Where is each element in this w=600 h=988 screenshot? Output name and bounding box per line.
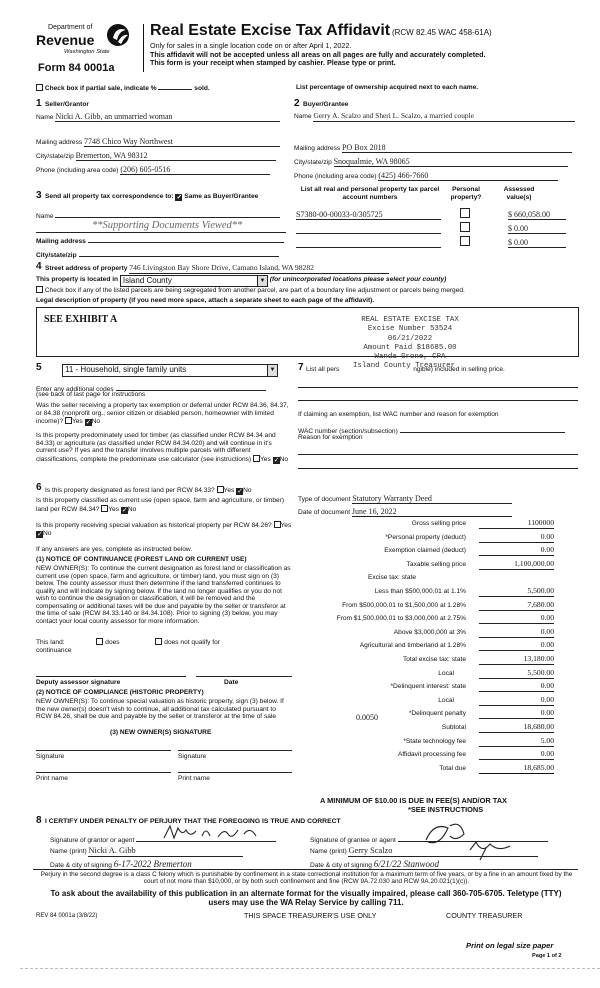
section-4-number: 4 [36, 261, 42, 272]
fee-label: From $1,500,000.01 to $3,000,000 at 2.75% [336, 615, 466, 623]
historic-no-checkbox[interactable]: ✓ [37, 530, 43, 538]
dept-line2: Revenue [36, 32, 95, 48]
fee-label: Local [438, 669, 454, 677]
minimum-note: A MINIMUM OF $10.00 IS DUE IN FEE(S) AND/OR TAX [320, 796, 507, 805]
form-number: Form 84 0001a [38, 62, 115, 74]
fee-label: Gross selling price [411, 520, 466, 527]
grantor-signature-label: Signature of grantor or agent [50, 837, 135, 844]
fee-label: *Delinquent penalty [408, 710, 466, 718]
exemption-yes-checkbox[interactable] [65, 417, 72, 424]
subtitle-2: This affidavit will not be accepted unless all areas on all pages are fully and accurately completed. [150, 49, 486, 59]
forest-note: If any answers are yes, complete as instructed below. [36, 546, 193, 553]
signature-label-1: Signature [36, 753, 65, 760]
personal-label-b: ngible) included in selling price. [413, 366, 505, 373]
personal-property-line[interactable] [298, 387, 578, 388]
correspondence-line [36, 232, 286, 233]
fee-value-field[interactable]: 13,180.00 [479, 655, 554, 665]
stamp-line-4: Amount Paid $18685.00 [363, 343, 457, 352]
document-date-row [298, 507, 578, 517]
stamp-line-1: REAL ESTATE EXCISE TAX [361, 316, 459, 324]
fee-value-field[interactable]: 5,500.00 [479, 587, 554, 597]
no-label: No [43, 529, 52, 537]
seller-address-field[interactable]: 7748 Chico Way Northwest [84, 137, 280, 147]
title-block [150, 22, 580, 67]
fee-label: Less than $500,000.01 at 1.1% [374, 588, 466, 595]
forest-q3-text: Is this property receiving special valuation as historical property per RCW 84.26? [36, 522, 272, 529]
exemption-question [36, 402, 294, 426]
partial-sale-row [36, 84, 210, 93]
document-date-label: Date of document [298, 509, 351, 516]
fee-value-field[interactable]: 1,100,000.00 [479, 560, 554, 570]
segregate-label: Check box if any of the listed parcels are being segregated from another parcel, are part of a boundary line adjustment or parcels being merged. [44, 287, 465, 294]
owner-print-line-1[interactable] [36, 772, 171, 773]
exemption-no-checkbox[interactable]: ✓ [85, 419, 92, 427]
personal-col-header: Personal property? [450, 186, 482, 201]
yes-label: Yes [280, 522, 292, 529]
section-7-number: 7 [298, 362, 304, 373]
legal-size-note: Print on legal size paper [466, 942, 554, 950]
buyer-phone-label: Phone (including area code) [294, 173, 377, 180]
yes-label: Yes [259, 455, 271, 463]
no-label: No [127, 505, 137, 513]
deputy-date-label: Date [224, 679, 239, 686]
chevron-down-icon: ▼ [257, 276, 267, 286]
fee-label: *Delinquent interest: state [390, 683, 466, 691]
section-6-number: 6 [36, 482, 42, 493]
correspondence-city-field[interactable] [79, 248, 279, 257]
fee-label: Above $3,000,000 at 3% [393, 628, 466, 636]
document-date-field[interactable]: June 16, 2022 [352, 507, 512, 517]
seller-city-field[interactable]: Bremerton, WA 98312 [76, 151, 276, 161]
wac-field[interactable] [400, 424, 565, 433]
correspondence-name-label: Name [36, 213, 54, 220]
see-instructions: *SEE INSTRUCTIONS [408, 805, 484, 814]
supporting-docs-note: **Supporting Documents Viewed** [92, 220, 243, 231]
no-label: No [243, 487, 252, 494]
correspondence-city-row [36, 248, 286, 260]
grantee-date-field[interactable]: 6/21/22 Stanwood [374, 859, 564, 870]
historic-yes-checkbox[interactable] [274, 521, 281, 528]
fee-value-field[interactable]: 0.00 [479, 628, 554, 638]
fee-value-field[interactable]: 5.00 [479, 737, 554, 747]
same-as-buyer-checkbox[interactable]: ✓ [176, 194, 183, 201]
fee-label: Agricultural and timberland at 1.28% [359, 642, 466, 650]
treasurer-stamp-overlay: Island County Treasurer [353, 362, 456, 370]
new-owner-signature-heading: (3) NEW OWNER(S) SIGNATURE [110, 729, 212, 736]
document-type-row [298, 494, 578, 504]
dept-line1: Department of [48, 24, 93, 31]
seller-phone-row [36, 165, 286, 175]
parcel-number-field[interactable]: S7380-00-00033-0/305725 [296, 210, 441, 220]
grantee-signature-label: Signature of grantee or agent [310, 837, 396, 844]
no-label: No [91, 418, 101, 426]
fee-value-field[interactable]: 0.00 [479, 533, 554, 543]
partial-sale-label: Check box if partial sale, indicate % [44, 85, 157, 92]
seller-heading: Seller/Grantor [45, 101, 89, 108]
fee-value-field[interactable]: 0.00 [479, 709, 554, 719]
does-checkbox[interactable] [96, 638, 103, 645]
fee-label: Excise tax: state [367, 574, 416, 582]
fee-value-field[interactable]: 0.00 [479, 614, 554, 624]
correspondence-address-row [36, 234, 286, 246]
forest-question-3 [36, 521, 294, 538]
fee-label: *Personal property (deduct) [385, 533, 466, 541]
fee-label: Exemption claimed (deduct) [384, 547, 466, 555]
correspondence-name-field[interactable] [55, 209, 280, 218]
does-label: does [105, 639, 120, 646]
yes-label: Yes [108, 505, 120, 513]
legal-description-box[interactable] [36, 307, 579, 357]
grantor-signature-image [160, 822, 270, 844]
grantor-name-label: Name (print) [50, 848, 87, 855]
grantor-name-row [50, 846, 290, 857]
buyer-phone-row [294, 171, 579, 181]
fee-value-field[interactable]: 1100000 [479, 519, 554, 529]
assessed-value-field[interactable]: $ 660,058.00 [508, 210, 566, 220]
assessed-col-header: Assessed value(s) [503, 186, 535, 201]
dept-line3: Washington State [64, 49, 110, 55]
owner-print-line-2[interactable] [178, 772, 292, 773]
parcel-col-header: List all real and personal property tax parcel account numbers [300, 186, 440, 201]
exemption-claim-label: If claiming an exemption, list WAC number and reason for exemption [298, 411, 499, 418]
parcel-number-field[interactable] [296, 238, 441, 248]
fee-value-field[interactable]: 18,685.00 [479, 764, 554, 774]
notice-2-title: (2) NOTICE OF COMPLIANCE (HISTORIC PROPERTY) [36, 689, 204, 696]
forest-q1-text: Is this property designated as forest land per RCW 84.33? [45, 487, 215, 494]
buyer-city-label: City/state/zip [294, 159, 332, 166]
deputy-signature-line[interactable] [36, 676, 186, 677]
land-use-select[interactable] [62, 364, 278, 377]
buyer-name-label: Name [294, 113, 312, 120]
grantor-date-label: Date & city of signing [50, 862, 112, 869]
print-name-label-2: Print name [178, 775, 210, 782]
forest-question-1 [45, 486, 295, 495]
subtitle-1: Only for sales in a single location code on or after April 1, 2022. [150, 41, 352, 51]
reason-label: Reason for exemption [298, 434, 363, 441]
section-3-number: 3 [36, 190, 42, 201]
rev-number: REV 84 0001a (3/8/22) [36, 913, 98, 919]
street-label: Street address of property [45, 265, 128, 272]
fee-value-field[interactable]: 0.00 [479, 641, 554, 651]
document-type-label: Type of document [298, 496, 351, 503]
current-use-no-checkbox[interactable]: ✓ [121, 506, 128, 514]
treasurer-use-label: THIS SPACE TREASURER'S USE ONLY [244, 911, 377, 920]
grantee-date-label: Date & city of signing [310, 862, 372, 869]
header-divider [143, 24, 144, 72]
grantor-name-field[interactable]: Nicki A. Gibb [88, 846, 243, 857]
seller-name-label: Name [36, 114, 54, 121]
additional-codes-label: Enter any additional codes [36, 386, 114, 393]
county-value: Island County [122, 276, 172, 285]
print-name-label-1: Print name [36, 775, 68, 782]
fee-value-field[interactable]: 0.00 [479, 546, 554, 556]
street-field[interactable]: 746 Livingston Bay Shore Drive, Camano Island, WA 98282 [129, 264, 389, 274]
county-note: (for unincorporated locations please select your county) [269, 276, 447, 283]
deputy-signature-label: Deputy assessor signature [36, 679, 121, 686]
fee-label: Affidavit processing fee [397, 751, 466, 759]
alt-format-notice: To ask about the availability of this publication in an alternate format for the visually impaired, please call 360-705-6705. Teletype (TTY) users may use the WA Relay Service by calling 711. [50, 889, 562, 908]
personal-label-a: List all pers [306, 366, 340, 373]
buyer-city-row [294, 157, 579, 167]
grantor-date-field[interactable]: 6-17-2022 Bremerton [114, 859, 272, 870]
fee-label: Local [438, 696, 454, 704]
stamp-line-2: Excise Number 53524 [367, 325, 453, 334]
does-not-label: does not qualify for [164, 639, 220, 646]
county-treasurer-label: COUNTY TREASURER [446, 911, 523, 920]
timber-question [36, 432, 294, 464]
local-rate: 0.0050 [356, 713, 378, 722]
legal-description-label: Legal description of property (if you need more space, attach a separate sheet to each page of the affidavit). [36, 297, 375, 304]
partial-percent-field[interactable] [158, 89, 192, 90]
seller-city-label: City/state/zip [36, 153, 74, 160]
notice-1-body: NEW OWNER(S): To continue the current designation as forest land or classification as current use (open space, farm and agriculture, or timber) land, you must sign on (3) below. The county assessor must then determine if the land transferred continues to qualify and will indicate by signing below. If the land no longer qualifies or you do not wish to continue the designation or classification, it will be removed and the compensating or additional taxes will be due and payable by the seller or transferor at the time of sale (RCW 84.33.140 or 84.34.108). Prior to signing (3) below, you may contact your local county assessor for more information. [36, 565, 291, 626]
seller-name-field[interactable]: Nicki A. Gibb, an unmarried woman [55, 112, 280, 122]
fee-value-field[interactable]: 0.00 [479, 696, 554, 706]
county-label: This property is located in [36, 276, 119, 283]
personal-property-checkbox[interactable] [460, 222, 470, 232]
signature-label-2: Signature [178, 753, 207, 760]
fee-value-field[interactable]: 7,680.00 [479, 601, 554, 611]
fee-value-field[interactable]: 5,500.00 [479, 669, 554, 679]
buyer-heading: Buyer/Grantee [303, 101, 349, 108]
buyer-name-field[interactable]: Gerry A. Scalzo and Sheri L. Scalzo, a married couple [313, 112, 575, 122]
correspondence-city-label: City/state/zip [36, 252, 77, 259]
fee-value-field[interactable]: 0.00 [479, 750, 554, 760]
assessed-value-field[interactable]: $ 0.00 [508, 224, 566, 234]
buyer-name-row [294, 112, 579, 122]
owner-signature-line-2[interactable] [178, 750, 292, 751]
fee-label: *State technology fee [403, 737, 466, 745]
exhibit-text: SEE EXHIBIT A [44, 314, 118, 325]
fee-label: Total excise tax: state [402, 656, 466, 663]
grantee-name-field[interactable]: Gerry Scalzo [348, 846, 538, 857]
fee-label: From $500,000.01 to $1,500,000 at 1.28% [342, 601, 466, 609]
personal-property-line-2[interactable] [298, 400, 578, 401]
buyer-address-label: Mailing address [294, 145, 341, 152]
yes-label: Yes [223, 487, 235, 494]
perjury-rule [33, 869, 578, 870]
grantee-name-label: Name (print) [310, 848, 347, 855]
correspondence-label: Send all property tax correspondence to: [45, 193, 174, 200]
buyer-address-field[interactable]: PO Box 2018 [342, 143, 572, 153]
forest-yes-checkbox[interactable] [217, 486, 224, 493]
section-5-number: 5 [36, 362, 42, 373]
same-as-buyer-label: Same as Buyer/Grantee [184, 193, 259, 200]
seller-address-row [36, 137, 286, 147]
seller-phone-field[interactable]: (206) 605-0516 [120, 165, 270, 175]
fee-label: Subtotal [441, 724, 466, 731]
wac-label: WAC number (section/subsection) [298, 428, 398, 435]
timber-yes-checkbox[interactable] [253, 455, 260, 462]
partial-sale-checkbox[interactable] [36, 84, 43, 91]
reason-line-1[interactable] [298, 454, 578, 455]
section-8-number: 8 [36, 815, 42, 826]
title-ref: (RCW 82.45 WAC 458-61A) [391, 28, 492, 37]
qualify-row [36, 638, 292, 647]
parcel-number-field[interactable] [296, 224, 441, 234]
fee-label: Total due [439, 764, 466, 772]
section-1-number: 1 [36, 98, 42, 109]
reason-line-2[interactable] [298, 468, 578, 469]
forest-q2-text: Is this property classified as current use (open space, farm and agriculture, or timber) land per RCW 84.34? [36, 497, 285, 513]
segregate-row [36, 286, 581, 295]
additional-codes-field[interactable] [116, 382, 266, 391]
fee-value-field[interactable]: 0.00 [479, 682, 554, 692]
this-land-label: This land: [36, 639, 65, 646]
street-row [45, 264, 580, 274]
forest-no-checkbox[interactable]: ✓ [237, 488, 244, 495]
certify-heading: I CERTIFY UNDER PENALTY OF PERJURY THAT THE FOREGOING IS TRUE AND CORRECT [45, 818, 341, 825]
assessed-value-field[interactable]: $ 0.00 [508, 238, 566, 248]
seller-city-row [36, 151, 286, 161]
correspondence-name-row [36, 209, 286, 221]
notice-2-body: NEW OWNER(S): To continue special valuation as historic property, sign (3) below. If the new owner(s) doesn't wish to continue, all additional tax calculated pursuant to RCW 84.26, shall be due and payable by the seller or transferor at the time of sale [36, 698, 284, 721]
stamp-line-3: 06/21/2022 [387, 334, 433, 343]
notice-1-title: (1) NOTICE OF CONTINUANCE (FOREST LAND OR CURRENT USE) [36, 556, 247, 563]
fee-value-field[interactable]: 18,680.00 [479, 723, 554, 733]
deputy-date-line[interactable] [196, 676, 292, 677]
grantee-name-row [310, 846, 580, 857]
buyer-address-row [294, 143, 579, 153]
stamp-line-5: Wanda Grone, CPA [374, 353, 446, 361]
ownership-note: List percentage of ownership acquired next to each name. [296, 84, 479, 91]
dor-swirl-icon [106, 22, 130, 48]
buyer-phone-field[interactable]: (425) 466-7660 [378, 171, 558, 181]
subtitle-3: This form is your receipt when stamped by cashier. Please type or print. [150, 57, 396, 67]
continuance-label: continuance [36, 647, 72, 654]
page-title: Real Estate Excise Tax Affidavit [150, 22, 391, 39]
codes-note: (see back of last page for instructions [36, 391, 146, 398]
correspondence-address-field[interactable] [88, 234, 284, 243]
timber-no-checkbox[interactable]: ✓ [273, 456, 280, 464]
perjury-notice: Perjury in the second degree is a class C felony which is punishable by confinement in a state correctional institution for a maximum term of five years, or by a fine in an amount fixed by the court of not more than $10,000, or by both such confinement and fine (RCW 9A.72.030 and RCW 9A.20.021(1)(c)). [40, 871, 573, 886]
chevron-down-icon: ▼ [267, 365, 277, 376]
section-2-number: 2 [294, 98, 300, 109]
fee-label: Taxable selling price [406, 560, 466, 568]
no-label: No [279, 455, 289, 463]
land-use-value: 11 - Household, single family units [65, 365, 187, 374]
page-bottom-rule [20, 968, 600, 969]
exemption-question-text: Was the seller receiving a property tax exemption or deferral under RCW 84.36, 84.37, or 84.38 (nonprofit org., senior citizen or disabled person, homeowner with limited income)? [36, 402, 289, 426]
yes-label: Yes [71, 418, 83, 426]
correspondence-address-label: Mailing address [36, 238, 86, 245]
forest-question-2 [36, 497, 294, 514]
partial-sold-label: sold. [194, 85, 210, 92]
seller-address-label: Mailing address [36, 139, 83, 146]
buyer-city-field[interactable]: Snoqualmie, WA 98065 [334, 157, 568, 167]
page-number: Page 1 of 2 [532, 953, 562, 959]
document-type-field[interactable]: Statutory Warranty Deed [352, 494, 512, 504]
timber-question-text: Is this property predominately used for timber (as classified under RCW 84.34 and 84.33) or agriculture (as classified under RCW 84.34.020) and will continue in it's current use? If yes and the transfer involves multiple parcels with different classifications, complete the predominate use calculator (see instructions) [36, 432, 276, 463]
seller-phone-label: Phone (including area code) [36, 167, 119, 174]
personal-property-checkbox[interactable] [460, 208, 470, 218]
seller-name-row [36, 112, 286, 122]
treasurer-stamp [340, 316, 480, 362]
owner-signature-line-1[interactable] [36, 750, 171, 751]
correspondence-row [45, 193, 258, 201]
segregate-checkbox[interactable] [36, 286, 43, 293]
personal-property-checkbox[interactable] [460, 236, 470, 246]
dor-logo [36, 22, 136, 76]
does-not-checkbox[interactable] [155, 638, 162, 645]
